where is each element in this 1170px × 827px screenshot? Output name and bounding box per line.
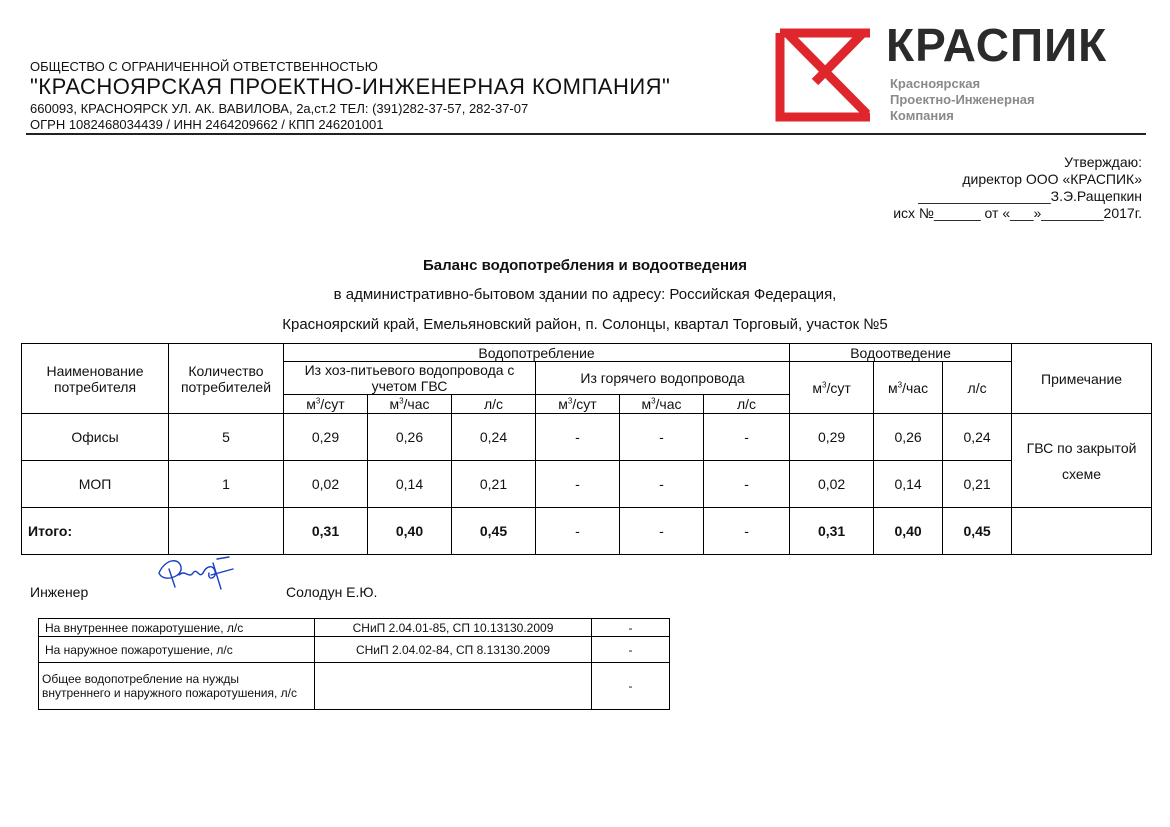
row-note: ГВС по закрытой схеме <box>1012 414 1152 508</box>
total-hot-hour: - <box>620 508 704 555</box>
total-cold-ls: 0,45 <box>452 508 536 555</box>
row-drain-day: 0,29 <box>790 414 874 461</box>
row-cold-ls: 0,21 <box>452 461 536 508</box>
row-count: 5 <box>169 414 284 461</box>
signer-name: Солодун Е.Ю. <box>286 584 378 600</box>
header-water-consumption: Водопотребление <box>284 344 790 362</box>
header-cold-supply: Из хоз-питьевого водопровода с учетом ГВС <box>284 362 536 395</box>
balance-table <box>21 343 1152 555</box>
header-note: Примечание <box>1012 344 1152 414</box>
header-divider <box>26 133 1146 135</box>
header-hot-ls: л/с <box>704 395 790 414</box>
row-cold-day: 0,02 <box>284 461 368 508</box>
header-drain-ls: л/с <box>943 362 1012 414</box>
handwritten-signature-icon <box>155 553 235 597</box>
document-title: Баланс водопотребления и водоотведения <box>423 257 747 274</box>
row-drain-hour: 0,26 <box>874 414 943 461</box>
header-hot-day: $м^3$/сут <box>536 395 620 414</box>
row-hot-day: - <box>536 414 620 461</box>
header-drain-day: $м^3$/сут <box>790 362 874 414</box>
row-name: МОП <box>22 461 169 508</box>
logo-mark-icon <box>775 28 875 122</box>
row-drain-ls: 0,21 <box>943 461 1012 508</box>
total-cold-day: 0,31 <box>284 508 368 555</box>
row-count: 1 <box>169 461 284 508</box>
table-row <box>22 461 1152 508</box>
row-hot-ls: - <box>704 414 790 461</box>
row-hot-ls: - <box>704 461 790 508</box>
header-cold-hour: $м^3$/час <box>368 395 452 414</box>
row-cold-hour: 0,26 <box>368 414 452 461</box>
row-hot-day: - <box>536 461 620 508</box>
row-drain-ls: 0,24 <box>943 414 1012 461</box>
logo-subtitle-1: Красноярская <box>890 76 981 91</box>
header-cold-day: $м^3$/сут <box>284 395 368 414</box>
fire-fighting-table <box>38 618 670 710</box>
total-drain-day: 0,31 <box>790 508 874 555</box>
logo-subtitle-3: Компания <box>890 108 954 123</box>
row-hot-hour: - <box>620 414 704 461</box>
row-cold-hour: 0,14 <box>368 461 452 508</box>
approval-label: Утверждаю: <box>1064 154 1142 170</box>
fire-label: Общее водопотребление на нужды внутреннего и наружного пожаротушения, л/с <box>39 663 315 710</box>
approval-signature-line: _________________З.Э.Ращепкин <box>918 188 1142 204</box>
total-hot-day: - <box>536 508 620 555</box>
total-cold-hour: 0,40 <box>368 508 452 555</box>
table-row <box>39 663 670 710</box>
row-cold-ls: 0,24 <box>452 414 536 461</box>
total-note <box>1012 508 1152 555</box>
fire-norm: СНиП 2.04.02-84, СП 8.13130.2009 <box>315 637 592 663</box>
header-cold-ls: л/с <box>452 395 536 414</box>
logo-name: КРАСПИК <box>886 19 1108 71</box>
header-hot-hour: $м^3$/час <box>620 395 704 414</box>
document-subtitle-1: в административно-бытовом здании по адресу: Российская Федерация, <box>333 286 837 303</box>
approval-reference: исх №______ от «___»________2017г. <box>893 205 1142 221</box>
fire-norm <box>315 663 592 710</box>
total-drain-hour: 0,40 <box>874 508 943 555</box>
logo-subtitle-2: Проектно-Инженерная <box>890 92 1035 107</box>
header-consumer-name: Наименование потребителя <box>22 344 169 414</box>
table-row <box>22 414 1152 461</box>
total-label: Итого: <box>22 508 169 555</box>
document-subtitle-2: Красноярский край, Емельяновский район, п. Солонцы, квартал Торговый, участок №5 <box>282 316 888 333</box>
row-cold-day: 0,29 <box>284 414 368 461</box>
row-name: Офисы <box>22 414 169 461</box>
total-hot-ls: - <box>704 508 790 555</box>
approval-block <box>893 154 1142 222</box>
header-water-drainage: Водоотведение <box>790 344 1012 362</box>
table-total-row <box>22 508 1152 555</box>
fire-value: - <box>592 619 670 637</box>
fire-norm: СНиП 2.04.01-85, СП 10.13130.2009 <box>315 619 592 637</box>
fire-label: На наружное пожаротушение, л/с <box>39 637 315 663</box>
fire-value: - <box>592 637 670 663</box>
header-hot-supply: Из горячего водопровода <box>536 362 790 395</box>
header-consumer-count: Количество потребителей <box>169 344 284 414</box>
company-name: "КРАСНОЯРСКАЯ ПРОЕКТНО-ИНЖЕНЕРНАЯ КОМПАНИЯ" <box>30 74 671 99</box>
total-drain-ls: 0,45 <box>943 508 1012 555</box>
table-row <box>39 637 670 663</box>
company-registry: ОГРН 1082468034439 / ИНН 2464209662 / КПП 246201001 <box>30 117 384 132</box>
legal-form: ОБЩЕСТВО С ОГРАНИЧЕННОЙ ОТВЕТСТВЕННОСТЬЮ <box>30 59 378 74</box>
table-row <box>39 619 670 637</box>
total-count <box>169 508 284 555</box>
approval-position: директор ООО «КРАСПИК» <box>962 171 1142 187</box>
header-drain-hour: $м^3$/час <box>874 362 943 414</box>
row-drain-hour: 0,14 <box>874 461 943 508</box>
row-hot-hour: - <box>620 461 704 508</box>
company-address: 660093, КРАСНОЯРСК УЛ. АК. ВАВИЛОВА, 2а,ст.2 ТЕЛ: (391)282-37-57, 282-37-07 <box>30 101 529 116</box>
fire-value: - <box>592 663 670 710</box>
row-drain-day: 0,02 <box>790 461 874 508</box>
signer-role: Инженер <box>30 584 89 600</box>
fire-label: На внутреннее пожаротушение, л/с <box>39 619 315 637</box>
